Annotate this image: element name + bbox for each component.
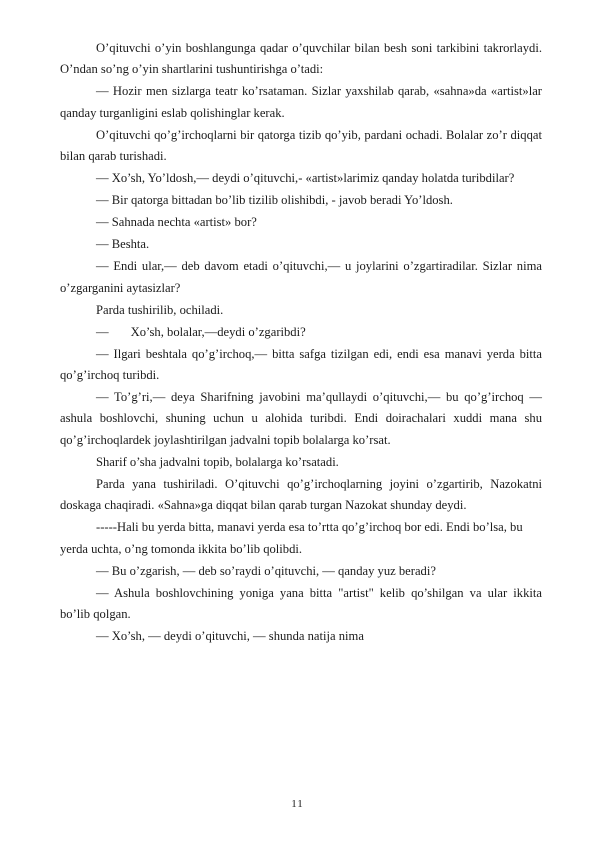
paragraph-13: Sharif o’sha jadvalni topib, bolalarga ko’rsatadi. <box>96 454 339 469</box>
paragraph-7: — Beshta. <box>96 237 150 252</box>
paragraph-16: — Bu o’zgarish, — deb so’raydi o’qituvchi, — qanday yuz beradi? <box>96 563 436 578</box>
paragraph-1: O’qituvchi o’yin boshlangunga qadar o’quvchilar bilan besh soni tarkibini takrorlaydi. O’ndan so’ng o’yin shartlarini tushuntirishga o’tadi: <box>60 41 542 77</box>
paragraph-3: O’qituvchi qo’g’irchoqlarni bir qatorga tizib qo’yib, pardani ochadi. Bolalar zo’r diqqat bilan qarab turishadi. <box>60 127 542 164</box>
paragraph-15: -----Hali bu yerda bitta, manavi yerda esa to’rtta qo’g’irchoq bor edi. Endi bo’lsa, bu yerda uchta, o’ng tomonda ikkita bo’lib qolibdi. <box>60 520 523 556</box>
paragraph-8: — Endi ular,— deb davom etadi o’qituvchi,— u joylarini o’zgartiradilar. Sizlar nima o’zgarganini aytasizlar? <box>60 259 542 295</box>
paragraph-12: — To’g’ri,— deya Sharifning javobini ma’qullaydi o’qituvchi,— bu qo’g’irchoq — ashula boshlovchi, shuning uchun u alohida turibdi. Endi doirachalari xuddi mana shu qo’g’irchoqlardek joylashtirilgan jadvalni topib bolalarga ko’rsat. <box>60 390 542 447</box>
paragraph-10: — Xo’sh, bolalar,—deydi o’zgaribdi? <box>96 324 306 339</box>
paragraph-4: — Xo’sh, Yo’ldosh,— deydi o’qituvchi,- «artist»larimiz qanday holatda turibdilar? <box>96 171 515 186</box>
paragraph-14: Parda yana tushiriladi. O’qituvchi qo’g’irchoqlarning joyini o’zgartirib, Nazokatni doskaga chaqiradi. «Sahna»ga diqqat bilan qarab turgan Nazokat shunday deydi. <box>60 476 542 513</box>
paragraph-5: — Bir qatorga bittadan bo’lib tizilib olishibdi, - javob beradi Yo’ldosh. <box>96 193 453 208</box>
paragraph-17: — Ashula boshlovchining yoniga yana bitta "artist" kelib qo’shilgan va ular ikkita bo’lib qolgan. <box>60 585 542 622</box>
paragraph-2: — Hozir men sizlarga teatr ko’rsataman. Sizlar yaxshilab qarab, «sahna»da «artist»lar qanday turganligini eslab qolishinglar kerak. <box>60 84 542 120</box>
paragraph-18: — Xo’sh, — deydi o’qituvchi, — shunda natija nima <box>96 629 364 644</box>
paragraph-9: Parda tushirilib, ochiladi. <box>96 302 224 317</box>
document-page <box>60 38 542 648</box>
page-number: 11 <box>291 798 304 810</box>
paragraph-6: — Sahnada nechta «artist» bor? <box>96 215 257 230</box>
paragraph-11: — Ilgari beshtala qo’g’irchoq,— bitta safga tizilgan edi, endi esa manavi yerda bitta qo’g’irchoq turibdi. <box>60 346 542 383</box>
